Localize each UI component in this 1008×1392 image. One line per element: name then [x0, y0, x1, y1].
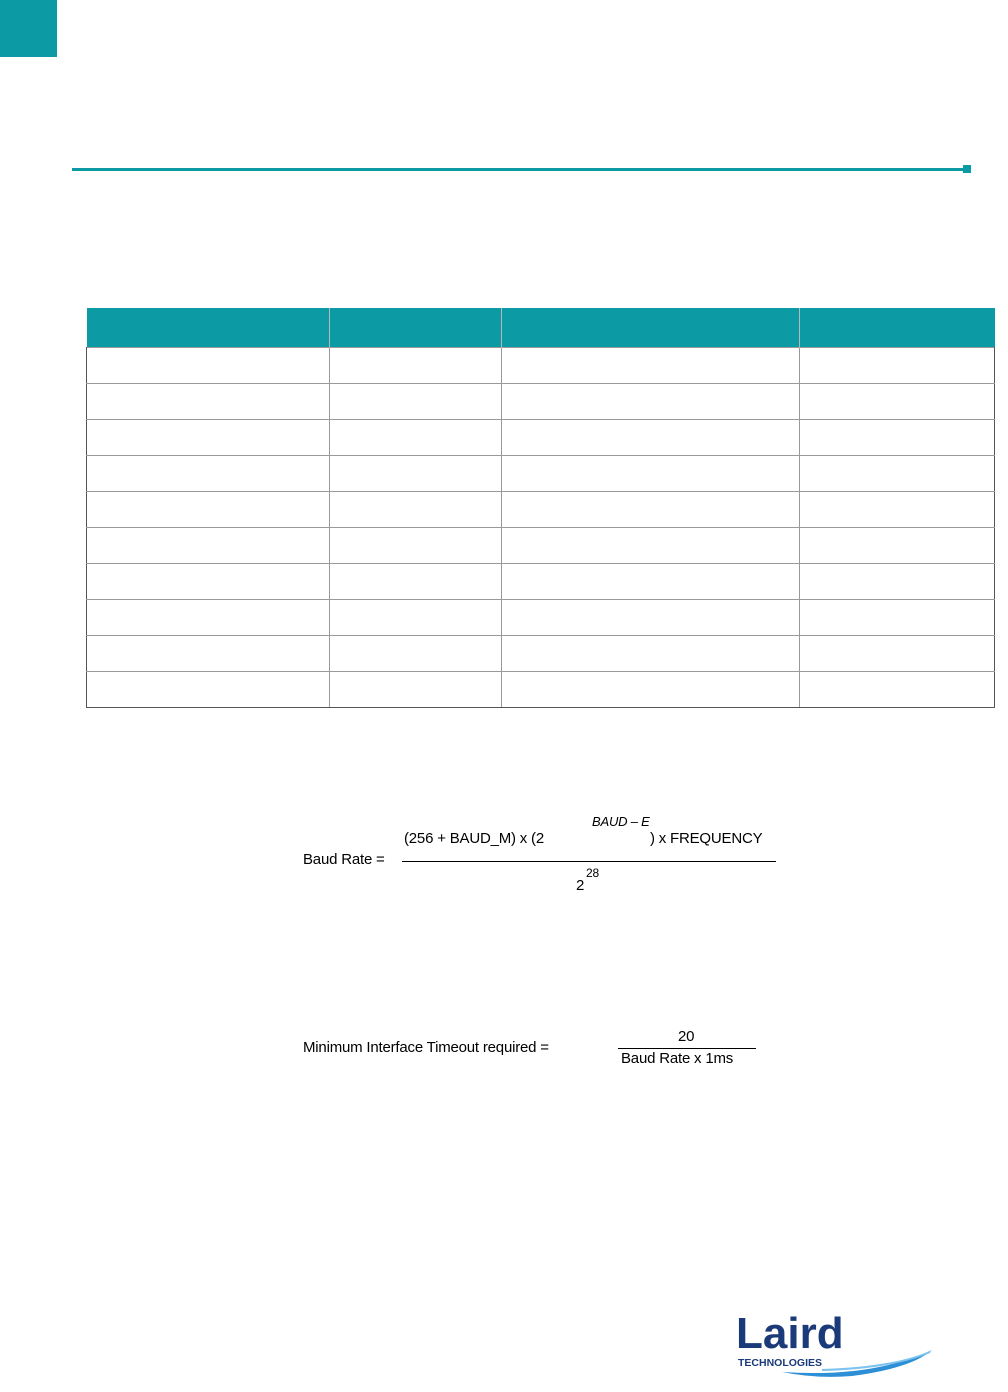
table-row — [87, 384, 995, 420]
table-cell — [502, 456, 800, 492]
table-header-cell — [87, 308, 330, 348]
table-cell — [502, 564, 800, 600]
fraction-bar — [402, 861, 776, 862]
table-cell — [87, 420, 330, 456]
table-header-cell — [502, 308, 800, 348]
table-cell — [87, 348, 330, 384]
table-cell — [800, 456, 995, 492]
equation-numerator: 20 — [678, 1028, 695, 1045]
table-cell — [502, 600, 800, 636]
table-row — [87, 564, 995, 600]
equation-denominator-base: 2 — [576, 877, 585, 894]
table-cell — [330, 528, 502, 564]
table-cell — [330, 600, 502, 636]
table-row — [87, 672, 995, 708]
table-cell — [330, 420, 502, 456]
equation-denominator-exponent: 28 — [586, 866, 599, 880]
table-row — [87, 456, 995, 492]
equation-lhs: Baud Rate = — [303, 851, 385, 868]
table-cell — [330, 564, 502, 600]
table-row — [87, 636, 995, 672]
table-header-row — [87, 308, 995, 348]
table-cell — [502, 384, 800, 420]
laird-logo — [722, 1306, 934, 1378]
table-cell — [87, 600, 330, 636]
table-cell — [87, 636, 330, 672]
table-cell — [800, 348, 995, 384]
equation-lhs: Minimum Interface Timeout required = — [303, 1039, 549, 1056]
corner-accent-block — [0, 0, 57, 57]
table-cell — [800, 672, 995, 708]
table-cell — [330, 348, 502, 384]
table-cell — [87, 672, 330, 708]
table-cell — [87, 384, 330, 420]
logo-wordmark: Laird — [736, 1309, 844, 1358]
equation-numerator-right: ) x FREQUENCY — [650, 830, 763, 847]
table-cell — [502, 348, 800, 384]
table-cell — [330, 384, 502, 420]
table-cell — [800, 600, 995, 636]
table-cell — [800, 564, 995, 600]
table-row — [87, 600, 995, 636]
table-cell — [502, 528, 800, 564]
table-row — [87, 348, 995, 384]
table-row — [87, 528, 995, 564]
header-divider-endcap — [963, 165, 971, 173]
table-cell — [800, 384, 995, 420]
fraction-bar — [618, 1048, 756, 1049]
table-cell — [330, 456, 502, 492]
table-cell — [502, 420, 800, 456]
table-cell — [330, 672, 502, 708]
equation-denominator: Baud Rate x 1ms — [621, 1050, 734, 1067]
table-cell — [502, 672, 800, 708]
table-cell — [800, 420, 995, 456]
table-cell — [87, 492, 330, 528]
equation-numerator-left: (256 + BAUD_M) x (2 — [404, 830, 544, 847]
table-cell — [502, 636, 800, 672]
register-table — [86, 308, 995, 708]
table-cell — [800, 528, 995, 564]
table-cell — [800, 492, 995, 528]
table-cell — [502, 492, 800, 528]
table-cell — [800, 636, 995, 672]
table-row — [87, 492, 995, 528]
table-cell — [330, 636, 502, 672]
table-cell — [87, 564, 330, 600]
table-header-cell — [800, 308, 995, 348]
logo-tagline: TECHNOLOGIES — [738, 1357, 823, 1369]
header-divider — [72, 168, 964, 171]
table-cell — [330, 492, 502, 528]
table-row — [87, 420, 995, 456]
table-cell — [87, 528, 330, 564]
equation-exponent: BAUD – E — [592, 814, 650, 829]
table-cell — [87, 456, 330, 492]
table-header-cell — [330, 308, 502, 348]
